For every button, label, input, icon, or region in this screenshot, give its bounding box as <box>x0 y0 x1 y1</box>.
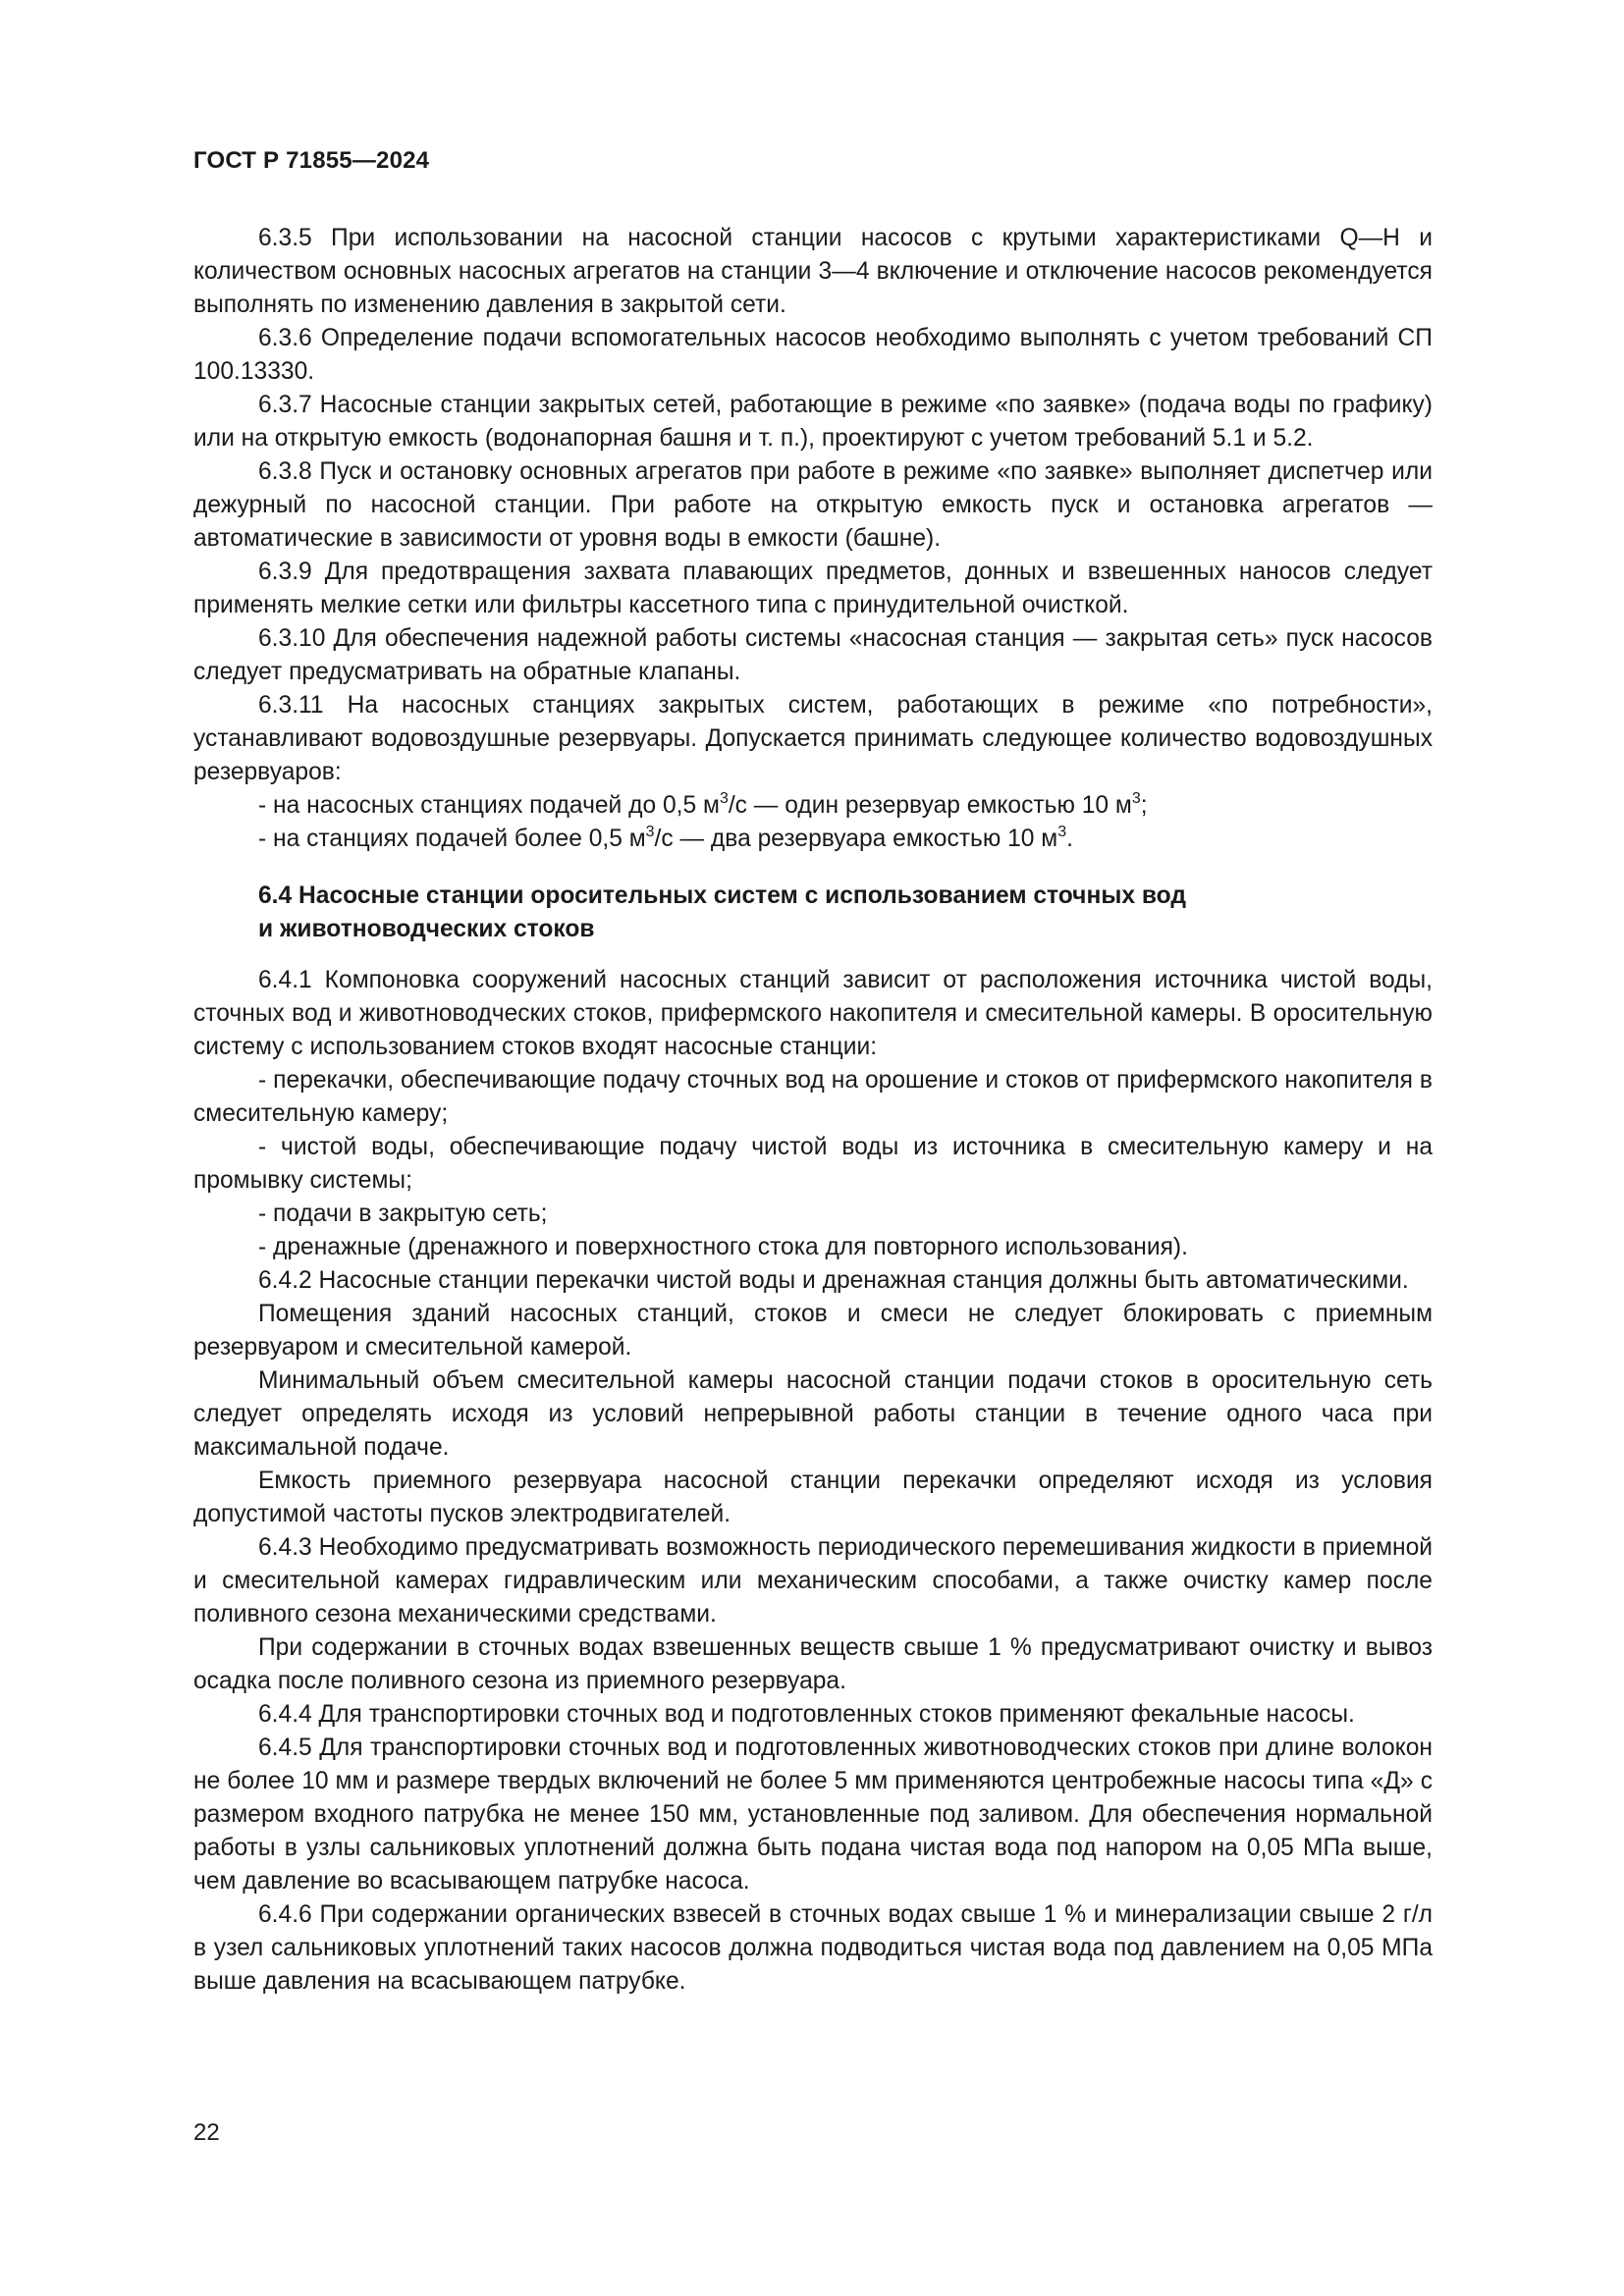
document-code: ГОСТ Р 71855—2024 <box>193 147 430 174</box>
paragraph-6-4-6: 6.4.6 При содержании органических взвесей в сточных водах свыше 1 % и минерализации свыше 2 г/л в узел сальниковых уплотнений таких насосов должна подводиться чистая вода под давлением на 0,05 МПа выше давления на всасывающем патрубке. <box>193 1901 1433 1995</box>
list-item: - на станциях подачей более 0,5 $м^3/с$ — два резервуара емкостью 10 $м^3$. <box>258 823 1073 852</box>
paragraph-6-4-4: 6.4.4 Для транспортировки сточных вод и подготовленных стоков применяют фекальные насосы. <box>258 1701 1355 1728</box>
list-item: - дренажные (дренажного и поверхностного стока для повторного использования). <box>258 1234 1188 1260</box>
page-number: 22 <box>193 2119 220 2146</box>
paragraph-6-3-9: 6.3.9 Для предотвращения захвата плавающих предметов, донных и взвешенных наносов следует применять мелкие сетки или фильтры кассетного типа с принудительной очисткой. <box>193 559 1433 618</box>
paragraph-6-3-8: 6.3.8 Пуск и остановку основных агрегатов при работе в режиме «по заявке» выполняет диспетчер или дежурный по насосной станции. При работе на открытую емкость пуск и остановка агрегатов — автоматические в зависимости от уровня воды в емкости (башне). <box>193 458 1433 552</box>
list-item: - перекачки, обеспечивающие подачу сточных вод на орошение и стоков от прифермского накопителя в смесительную камеру; <box>193 1067 1433 1127</box>
body-text <box>193 222 1433 1999</box>
paragraph-6-3-6: 6.3.6 Определение подачи вспомогательных насосов необходимо выполнять с учетом требований СП 100.13330. <box>193 325 1433 385</box>
list-item: - подачи в закрытую сеть; <box>258 1201 548 1227</box>
paragraph-6-4-2: 6.4.2 Насосные станции перекачки чистой воды и дренажная станция должны быть автоматическими. <box>258 1267 1409 1294</box>
paragraph: Помещения зданий насосных станций, стоков и смеси не следует блокировать с приемным резервуаром и смесительной камерой. <box>193 1301 1433 1361</box>
list-item: - на насосных станциях подачей до 0,5 $м^3/с$ — один резервуар емкостью 10 $м^3$; <box>258 789 1148 819</box>
paragraph-6-3-5: 6.3.5 При использовании на насосной станции насосов с крутыми характеристиками Q—H и количеством основных насосных агрегатов на станции 3—4 включение и отключение насосов рекомендуется выполнять по изменению давления в закрытой сети. <box>193 225 1433 318</box>
list-item: - чистой воды, обеспечивающие подачу чистой воды из источника в смесительную камеру и на промывку системы; <box>193 1134 1433 1194</box>
paragraph-6-3-10: 6.3.10 Для обеспечения надежной работы системы «насосная станция — закрытая сеть» пуск насосов следует предусматривать на обратные клапаны. <box>193 625 1433 685</box>
paragraph-6-4-1: 6.4.1 Компоновка сооружений насосных станций зависит от расположения источника чистой воды, сточных вод и животноводческих стоков, прифермского накопителя и смесительной камеры. В оросительную систему с использованием стоков входят насосные станции: <box>193 967 1433 1060</box>
paragraph-6-3-11: 6.3.11 На насосных станциях закрытых систем, работающих в режиме «по потребности», устанавливают водовоздушные резервуары. Допускается принимать следующее количество водовоздушных резервуаров: <box>193 692 1433 785</box>
paragraph-6-4-3: 6.4.3 Необходимо предусматривать возможность периодического перемешивания жидкости в приемной и смесительной камерах гидравлическим или механическим способами, а также очистку камер после поливного сезона механическими средствами. <box>193 1534 1433 1628</box>
paragraph: Емкость приемного резервуара насосной станции перекачки определяют исходя из условия допустимой частоты пусков электродвигателей. <box>193 1468 1433 1527</box>
paragraph-6-4-5: 6.4.5 Для транспортировки сточных вод и подготовленных животноводческих стоков при длине волокон не более 10 мм и размере твердых включений не более 5 мм применяются центробежные насосы типа «Д» с размером входного патрубка не менее 150 мм, установленные под заливом. Для обеспечения нормальной работы в узлы сальниковых уплотнений должна быть подана чистая вода под напором на 0,05 МПа выше, чем давление во всасывающем патрубке насоса. <box>193 1735 1433 1895</box>
paragraph: Минимальный объем смесительной камеры насосной станции подачи стоков в оросительную сеть следует определять исходя из условий непрерывной работы станции в течение одного часа при максимальной подаче. <box>193 1367 1433 1461</box>
section-heading-6-4: 6.4 Насосные станции оросительных систем с использованием сточных вод и животноводческих стоков <box>258 882 1186 942</box>
paragraph-6-3-7: 6.3.7 Насосные станции закрытых сетей, работающие в режиме «по заявке» (подача воды по графику) или на открытую емкость (водонапорная башня и т. п.), проектируют с учетом требований 5.1 и 5.2. <box>193 392 1433 452</box>
paragraph: При содержании в сточных водах взвешенных веществ свыше 1 % предусматривают очистку и вывоз осадка после поливного сезона из приемного резервуара. <box>193 1634 1433 1694</box>
